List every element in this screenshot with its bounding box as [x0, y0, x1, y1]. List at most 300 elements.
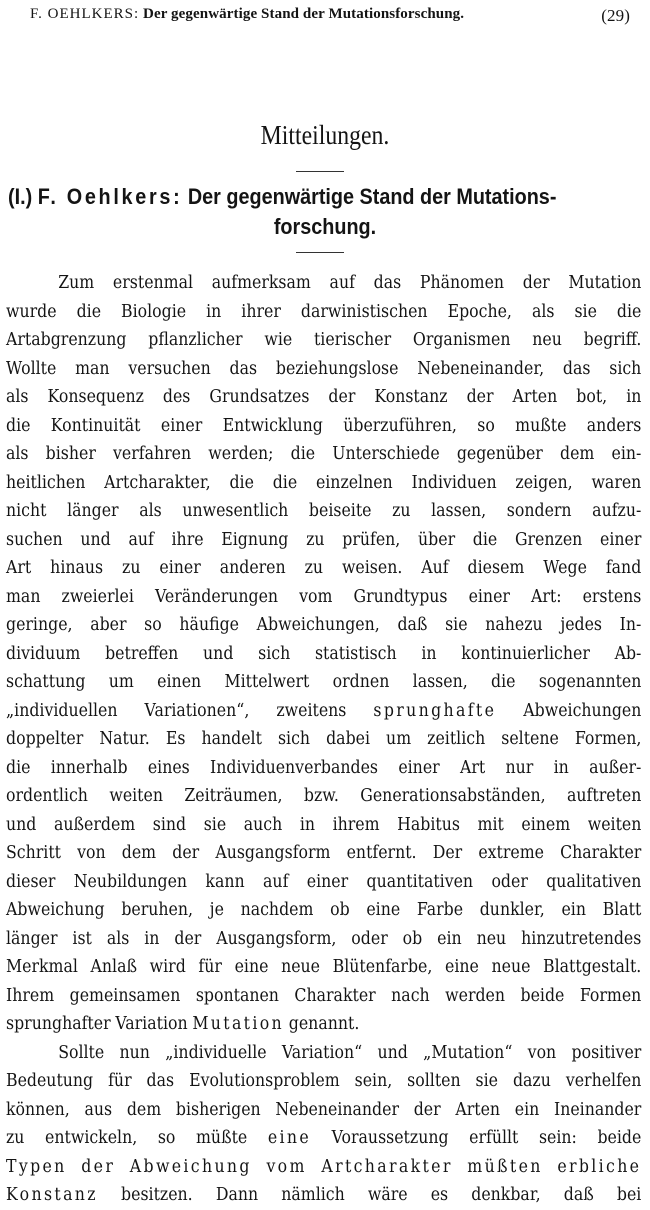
text-line	[6, 1039, 641, 1068]
word: nur	[505, 757, 534, 778]
word: außer-	[589, 757, 642, 778]
word: eines	[147, 757, 190, 778]
word: denkbar,	[471, 1185, 541, 1205]
word: Konsequenz	[47, 387, 144, 407]
word: sprunghafte	[373, 700, 497, 721]
word: um	[108, 672, 134, 692]
word: Anlaß	[90, 957, 138, 977]
word: der	[174, 928, 202, 949]
text-line	[6, 383, 641, 412]
word: fand	[605, 558, 642, 578]
word: über	[418, 529, 456, 550]
text-line	[6, 412, 641, 441]
word: auftreten	[567, 786, 642, 806]
word: ordentlich	[6, 786, 88, 806]
word: beruhen,	[121, 900, 194, 920]
word: die	[472, 529, 498, 550]
word: sie	[475, 1071, 499, 1091]
word: Wollte	[6, 358, 57, 379]
word: innerhalb	[50, 757, 128, 778]
word: Auf	[421, 558, 449, 578]
word: Ihrem	[6, 985, 55, 1006]
word: positiver	[571, 1042, 642, 1063]
text-line	[6, 925, 641, 954]
word: kontinuierlicher	[461, 643, 590, 664]
word: lassen,	[412, 672, 468, 692]
word: „Mutation“	[423, 1042, 513, 1063]
word: verfahren	[113, 444, 192, 464]
word: Veränderungen	[154, 586, 279, 607]
word: müßte	[195, 1128, 248, 1148]
word: und	[377, 1042, 408, 1063]
word: wie	[264, 330, 293, 350]
word: Biologie	[121, 301, 187, 322]
word: begriff.	[583, 330, 642, 350]
word: die	[272, 472, 298, 493]
word: Epoche,	[447, 301, 512, 322]
word: und	[203, 643, 234, 664]
text-line	[6, 839, 641, 868]
word: statistisch	[314, 643, 397, 664]
word: werden	[445, 985, 506, 1006]
word: ob	[402, 928, 423, 949]
text-line	[6, 583, 641, 612]
text-line	[6, 298, 641, 327]
word: überzuführen,	[343, 415, 457, 436]
word: oder	[491, 871, 528, 892]
word: dazu	[512, 1071, 551, 1091]
word: anderen	[219, 558, 286, 578]
word: pflanzlicher	[148, 330, 243, 350]
header-author: F. OEHLKERS:	[30, 6, 140, 22]
text-line	[6, 697, 641, 726]
word: zeitlich	[427, 729, 486, 749]
word: daß	[563, 1185, 594, 1205]
section-title: Mitteilungen.	[260, 120, 390, 150]
word: Evolutionsproblem	[189, 1071, 340, 1091]
word: je	[209, 900, 224, 920]
word: man	[6, 586, 41, 607]
word: das	[229, 358, 258, 379]
word: ihrer	[241, 301, 281, 322]
word: darwinistischen	[300, 301, 428, 322]
word: als	[139, 501, 162, 521]
word: Der	[432, 843, 463, 863]
word: entfernt.	[346, 843, 417, 863]
word: geringe,	[6, 615, 73, 635]
word: doppelter	[6, 729, 84, 749]
word: ein	[561, 900, 586, 920]
word: zu	[304, 558, 324, 578]
word: das	[562, 358, 591, 379]
word: Farbe	[416, 900, 464, 920]
text-line	[6, 754, 641, 783]
word: und	[80, 529, 111, 550]
word: Typen	[6, 1156, 67, 1177]
word: in	[421, 643, 437, 664]
word: Ausgangsform,	[216, 928, 337, 949]
text-line	[6, 440, 641, 469]
text-line	[6, 1181, 641, 1210]
text-line	[6, 1124, 641, 1153]
word: versuchen	[128, 358, 211, 379]
word: eine	[267, 1128, 312, 1148]
word: dem	[560, 444, 595, 464]
word: Nebeneinander	[275, 1099, 399, 1120]
word: In-	[619, 615, 642, 635]
word: jedes	[560, 615, 603, 635]
word: Grundsatzes	[209, 387, 310, 407]
word: Neubildungen	[73, 871, 188, 892]
word: die	[491, 672, 516, 692]
text-line	[6, 554, 641, 583]
word: Konstanz	[6, 1185, 98, 1205]
word: eine	[366, 900, 401, 920]
word: aufmerksam	[211, 273, 311, 293]
text-line	[6, 896, 641, 925]
text-line	[6, 811, 641, 840]
text-line	[6, 469, 641, 498]
word: als	[106, 928, 130, 949]
word: bisherigen	[175, 1099, 261, 1120]
word: Mutation	[192, 1014, 285, 1034]
word: diesem	[467, 558, 525, 578]
word: in	[553, 757, 569, 778]
word: bei	[616, 1185, 642, 1205]
article-author: F. Oehlkers:	[37, 184, 183, 209]
word: neue	[281, 957, 321, 977]
word: in	[206, 301, 222, 322]
text-line	[6, 982, 641, 1011]
word: als	[6, 444, 29, 464]
word: weiten	[109, 786, 163, 806]
word: müßten	[467, 1156, 543, 1177]
word: Grenzen	[514, 529, 583, 550]
word: wird	[149, 957, 186, 977]
word: besitzen.	[121, 1185, 193, 1205]
text-line	[6, 1096, 641, 1125]
word: genannt.	[288, 1014, 360, 1034]
word: hinaus	[50, 558, 104, 578]
word: sich	[277, 729, 311, 749]
word: hinzutretendes	[521, 928, 642, 949]
word: Sollte	[58, 1042, 105, 1063]
word: für	[198, 957, 222, 977]
word: von	[527, 1042, 557, 1063]
word: ordnen	[332, 672, 390, 692]
word: beiseite	[308, 501, 372, 521]
word: als	[6, 387, 29, 407]
word: ein-	[611, 444, 642, 464]
word: werden;	[208, 444, 274, 464]
word: neu	[532, 330, 562, 350]
word: Abweichungen,	[256, 615, 380, 635]
word: länger	[6, 928, 58, 949]
body-text	[6, 269, 642, 1210]
word: oder	[351, 928, 388, 949]
word: Unterschiede	[332, 444, 440, 464]
text-line	[6, 868, 641, 897]
word: Konstanz	[374, 387, 448, 407]
text-line	[6, 640, 641, 669]
word: Variationen“,	[144, 700, 250, 721]
word: nachdem	[240, 900, 314, 920]
word: Variation	[115, 1014, 188, 1034]
word: einer	[398, 757, 440, 778]
word: quantitativen	[366, 871, 474, 892]
word: weiten	[587, 814, 642, 835]
text-line	[6, 1153, 641, 1182]
word: häufige	[179, 615, 240, 635]
word: neu	[476, 928, 507, 949]
word: Ab-	[614, 643, 642, 664]
word: verhelfen	[565, 1071, 642, 1091]
word: Individuen	[411, 472, 497, 493]
word: Wege	[543, 558, 587, 578]
text-line	[6, 782, 641, 811]
word: unwesentlich	[182, 501, 289, 521]
header-title: Der gegenwärtige Stand der Mutationsforschung.	[143, 6, 465, 22]
text-line	[6, 668, 641, 697]
word: neue	[491, 957, 531, 977]
word: auf	[263, 871, 289, 892]
word: bot,	[576, 387, 608, 407]
word: suchen	[6, 529, 63, 550]
word: Art	[459, 757, 486, 778]
word: außerdem	[53, 814, 136, 835]
word: dabei	[326, 729, 371, 749]
word: erfüllt	[469, 1128, 519, 1148]
word: mußte	[515, 415, 567, 436]
word: nämlich	[281, 1185, 345, 1205]
word: der	[81, 1156, 116, 1177]
word: dunkler,	[479, 900, 545, 920]
word: Natur.	[99, 729, 150, 749]
word: sind	[152, 814, 187, 835]
word: Voraussetzung	[331, 1128, 449, 1148]
word: so	[144, 615, 162, 635]
word: prüfen,	[342, 529, 401, 550]
word: vom	[299, 586, 333, 607]
word: und	[6, 814, 37, 835]
word: wurde	[6, 301, 57, 322]
word: das	[373, 273, 402, 293]
word: Nebeneinander,	[417, 358, 545, 379]
word: aus	[84, 1099, 113, 1120]
word: Zum	[58, 273, 95, 293]
word: die	[76, 301, 102, 322]
word: es	[430, 1185, 449, 1205]
word: einer	[160, 415, 203, 436]
word: erstens	[582, 586, 642, 607]
word: von	[77, 843, 106, 863]
word: sondern	[506, 501, 572, 521]
word: zweierlei	[61, 586, 134, 607]
word: Ausgangsform	[215, 843, 331, 863]
word: zu	[306, 529, 325, 550]
word: einem	[521, 814, 571, 835]
word: für	[108, 1071, 132, 1091]
page-number: (29)	[601, 6, 630, 25]
word: Variation“	[281, 1042, 363, 1063]
text-line	[6, 355, 641, 384]
word: betreffen	[105, 643, 179, 664]
word: Charakter	[560, 843, 642, 863]
word: Generationsabständen,	[360, 786, 546, 806]
title-rule-top	[296, 171, 344, 172]
word: das	[146, 1071, 175, 1091]
word: entwickeln,	[45, 1128, 138, 1148]
word: der	[172, 843, 200, 863]
word: zu	[392, 501, 411, 521]
word: beide	[520, 985, 565, 1006]
word: Formen,	[574, 729, 642, 749]
text-line	[6, 497, 641, 526]
word: auch	[243, 814, 283, 835]
word: aber	[90, 615, 127, 635]
word: man	[75, 358, 110, 379]
word: als	[531, 301, 555, 322]
word: der	[466, 387, 494, 407]
word: einer	[468, 586, 510, 607]
word: Eignung	[221, 529, 289, 550]
word: die	[229, 472, 254, 493]
word: qualitativen	[546, 871, 642, 892]
word: Blütenfarbe,	[332, 957, 433, 977]
word: dieser	[6, 871, 56, 892]
word: sein:	[538, 1128, 577, 1148]
word: dividuum	[6, 643, 81, 664]
word: weisen.	[341, 558, 403, 578]
word: beziehungslose	[275, 358, 399, 379]
word: einer	[159, 558, 201, 578]
word: Ineinander	[553, 1099, 642, 1120]
word: einer	[306, 871, 349, 892]
word: des	[162, 387, 191, 407]
word: ob	[330, 900, 350, 920]
word: Dann	[215, 1185, 259, 1205]
text-line	[6, 725, 641, 754]
word: Formen	[579, 985, 642, 1006]
word: sich	[258, 643, 291, 664]
word: kann	[205, 871, 245, 892]
word: die	[6, 757, 31, 778]
word: Arten	[455, 1099, 501, 1120]
article-title-line-1	[8, 182, 556, 212]
word: mit	[477, 814, 504, 835]
word: Blatt	[602, 900, 642, 920]
word: zu	[122, 558, 141, 578]
word: heitlichen	[6, 472, 86, 493]
article-number: (I.)	[8, 184, 33, 209]
word: Charakter	[294, 985, 376, 1006]
word: länger	[67, 501, 119, 521]
word: Arten	[512, 387, 558, 407]
word: daß	[397, 615, 428, 635]
word: Mittelwert	[224, 672, 310, 692]
word: bisher	[45, 444, 96, 464]
word: in	[144, 928, 160, 949]
word: Individuenverbandes	[210, 757, 379, 778]
word: ihre	[171, 529, 204, 550]
word: lassen,	[431, 501, 487, 521]
word: einer	[600, 529, 642, 550]
word: Merkmal	[6, 957, 78, 977]
word: sie	[445, 615, 468, 635]
word: Artcharakter	[321, 1156, 453, 1177]
word: Blattgestalt.	[543, 957, 642, 977]
word: so	[477, 415, 495, 436]
text-line	[6, 611, 641, 640]
word: Abweichung	[129, 1156, 252, 1177]
word: zeigen,	[515, 472, 573, 493]
word: dem	[126, 1099, 162, 1120]
word: „individuellen	[6, 700, 118, 721]
word: die	[290, 444, 316, 464]
word: bzw.	[303, 786, 339, 806]
word: Habitus	[397, 814, 460, 835]
word: „individuelle	[165, 1042, 267, 1063]
word: erstenmal	[112, 273, 194, 293]
word: eine	[234, 957, 269, 977]
word: ein	[514, 1099, 540, 1120]
word: vom	[266, 1156, 307, 1177]
word: Art	[6, 558, 32, 578]
word: einen	[157, 672, 202, 692]
word: wäre	[367, 1185, 408, 1205]
word: zweitens	[276, 700, 347, 721]
word: tierischer	[313, 330, 392, 350]
word: ihrem	[332, 814, 380, 835]
word: sein,	[354, 1071, 393, 1091]
word: Artabgrenzung	[6, 330, 127, 350]
word: Kontinuität	[50, 415, 141, 436]
word: so	[157, 1128, 176, 1148]
word: zu	[6, 1128, 25, 1148]
word: Bedeutung	[6, 1071, 94, 1091]
word: nahezu	[485, 615, 543, 635]
word: Mutation	[568, 273, 642, 293]
word: Entwicklung	[222, 415, 323, 436]
word: in	[626, 387, 642, 407]
word: handelt	[201, 729, 262, 749]
word: eine	[445, 957, 479, 977]
word: extreme	[478, 843, 544, 863]
word: seltene	[501, 729, 559, 749]
word: erbliche	[557, 1156, 642, 1177]
article-title-text: Der gegenwärtige Stand der Mutations-	[187, 184, 557, 209]
word: Schritt	[6, 843, 61, 863]
running-header	[30, 6, 640, 30]
text-line	[6, 1067, 641, 1096]
text-line	[6, 1010, 641, 1039]
text-line	[6, 269, 641, 298]
word: Art:	[530, 586, 562, 607]
text-line	[6, 326, 641, 355]
word: nicht	[6, 501, 47, 521]
word: sie	[574, 301, 597, 322]
word: Abweichung	[6, 900, 105, 920]
word: schattung	[6, 672, 86, 692]
word: die	[6, 415, 31, 436]
text-line	[6, 526, 641, 555]
word: in	[299, 814, 316, 835]
word: Artcharakter,	[104, 472, 211, 493]
word: sollten	[407, 1071, 461, 1091]
word: Grundtypus	[353, 586, 448, 607]
word: gemeinsamen	[69, 985, 181, 1006]
word: der	[328, 387, 356, 407]
